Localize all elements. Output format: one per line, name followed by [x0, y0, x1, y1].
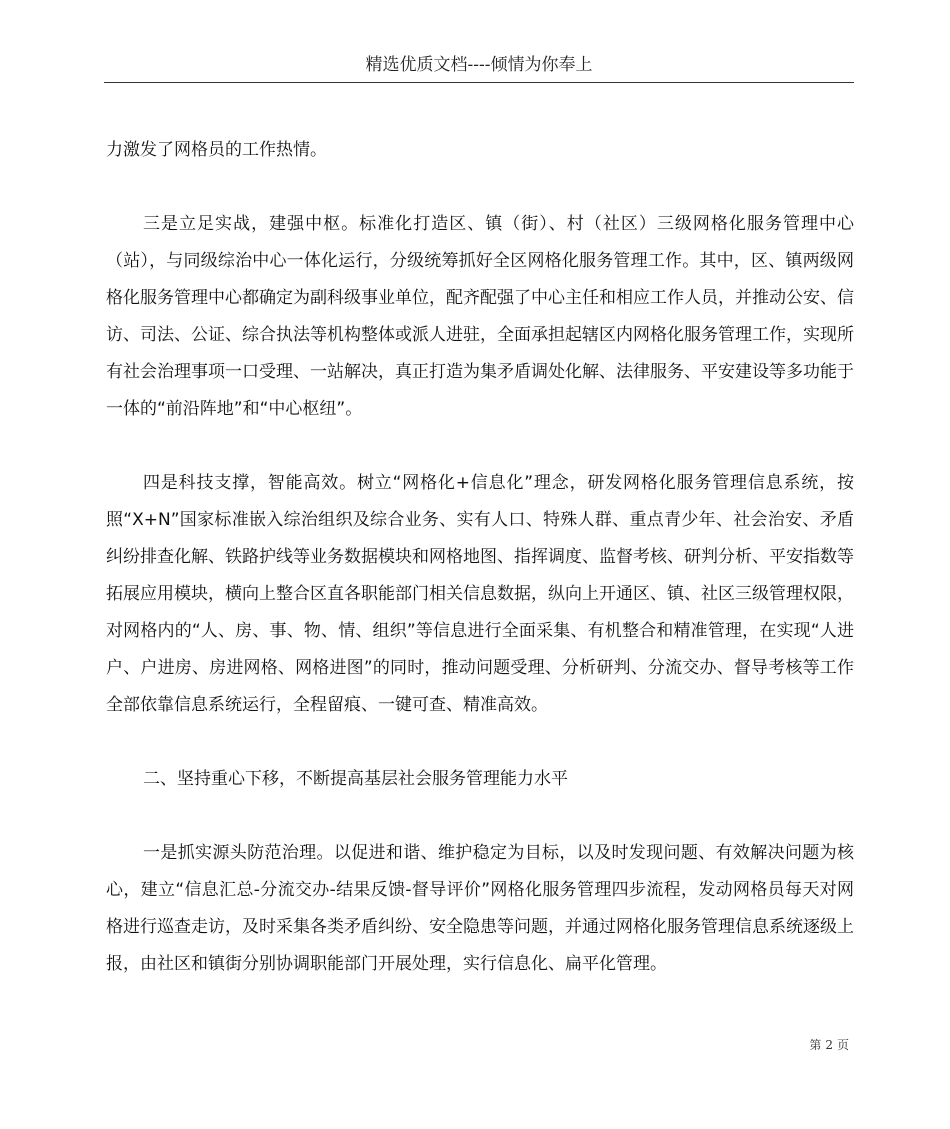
page-label-prefix: 第	[809, 1038, 822, 1052]
paragraph-three: 三是立足实战，建强中枢。标准化打造区、镇（街）、村（社区）三级网格化服务管理中心（站），与同级综治中心一体化运行，分级统筹抓好全区网格化服务管理工作。其中，区、镇两级网格化服务管理中心都确定为副科级事业单位，配齐配强了中心主任和相应工作人员，并推动公安、信访、司法、公证、综合执法等机构整体或派人进驻，全面承担起辖区内网格化服务管理工作，实现所有社会治理事项一口受理、一站解决，真正打造为集矛盾调处化解、法律服务、平安建设等多功能于一体的“前沿阵地”和“中心枢纽”。	[106, 214, 854, 419]
page-number: 2	[825, 1038, 833, 1052]
page-header	[104, 48, 854, 83]
page-label-suffix: 页	[836, 1038, 849, 1052]
paragraph-continuation: 力激发了网格员的工作热情。	[106, 140, 327, 160]
document-body	[106, 132, 854, 1020]
paragraph-one: 一是抓实源头防范治理。以促进和谐、维护稳定为目标，以及时发现问题、有效解决问题为核心，建立“信息汇总-分流交办-结果反馈-督导评价”网格化服务管理四步流程，发动网格员每天对网格进行巡查走访，及时采集各类矛盾纠纷、安全隐患等问题，并通过网格化服务管理信息系统逐级上报，由社区和镇街分别协调职能部门开展处理，实行信息化、扁平化管理。	[106, 843, 854, 974]
page-footer	[809, 1036, 849, 1053]
header-title: 精选优质文档----倾情为你奉上	[365, 55, 593, 75]
section-heading: 二、坚持重心下移，不断提高基层社会服务管理能力水平	[143, 769, 568, 789]
paragraph-four: 四是科技支撑，智能高效。树立“网格化+信息化”理念，研发网格化服务管理信息系统，按照“X+N”国家标准嵌入综治组织及综合业务、实有人口、特殊人群、重点青少年、社会治安、矛盾纠纷排查化解、铁路护线等业务数据模块和网格地图、指挥调度、监督考核、研判分析、平安指数等拓展应用模块，横向上整合区直各职能部门相关信息数据，纵向上开通区、镇、社区三级管理权限，对网格内的“人、房、事、物、情、组织”等信息进行全面采集、有机整合和精准管理，在实现“人进户、户进房、房进网格、网格进图”的同时，推动问题受理、分析研判、分流交办、督导考核等工作全部依靠信息系统运行，全程留痕、一键可查、精准高效。	[106, 473, 854, 715]
